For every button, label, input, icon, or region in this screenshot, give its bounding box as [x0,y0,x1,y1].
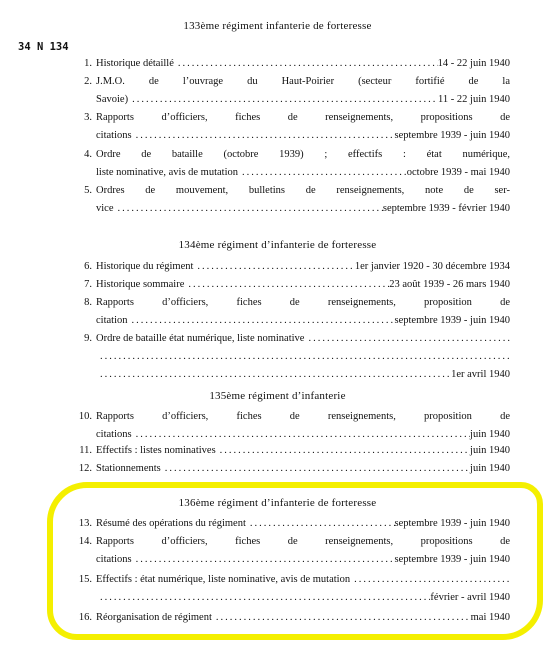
entry-text [96,146,510,182]
entry-text [96,294,510,330]
entry-text [96,460,510,478]
entry-number: 16. [78,612,92,623]
series-code: 34 N 134 [18,41,69,53]
entry-line [96,164,510,182]
entry-line [96,127,510,145]
entry-line [96,460,510,478]
entry-number: 7. [84,279,92,290]
entry-description: Effectifs : listes nominatives [96,445,216,456]
entry-text [96,442,510,460]
entry-date: septembre 1939 - février 1940 [382,203,510,214]
entry-line [96,609,510,627]
entry-line [96,589,510,607]
entry-line [96,515,510,533]
entry-number: 9. [84,333,92,344]
entry-number: 1. [84,58,92,69]
entry-description: citations [96,429,132,440]
entry-line: Rapports d’officiers, fiches de renseignements, proposition de [96,411,510,422]
entry-date: 23 août 1939 - 26 mars 1940 [389,279,510,290]
entry-date: juin 1940 [470,463,510,474]
entry-description: citations [96,130,132,141]
entry-line [96,200,510,218]
leader-dots [304,330,510,348]
entry-number: 10. [78,411,92,422]
leader-dots [96,589,430,607]
leader-dots [193,258,354,276]
entry-text [96,109,510,145]
entry-number: 11. [79,445,92,456]
entry-date: septembre 1939 - juin 1940 [394,315,510,326]
leader-dots [132,127,395,145]
entry-text [96,515,510,533]
leader-dots [174,55,438,73]
entry-line: Rapports d’officiers, fiches de renseignements, propositions de [96,112,510,123]
entry-number: 3. [84,112,92,123]
entry-number: 15. [78,574,92,585]
entry-description: Effectifs : état numérique, liste nominative, avis de mutation [96,574,351,585]
section-title: 135ème régiment d’infanterie [209,390,346,402]
entry-description: Historique détaillé [96,58,174,69]
entry-number: 14. [78,536,92,547]
entry-line [96,312,510,330]
entry-description: Résumé des opérations du régiment [96,518,246,529]
entry-line: Rapports d’officiers, fiches de renseignements, proposition de [96,297,510,308]
entry-line [96,276,510,294]
entry-line [96,442,510,460]
entry-description: citations [96,554,132,565]
entry-text [96,73,510,109]
entry-line: Rapports d’officiers, fiches de renseignements, propositions de [96,536,510,547]
leader-dots [96,366,451,384]
entry-date: février - avril 1940 [430,592,510,603]
entry-date: 11 - 22 juin 1940 [438,94,510,105]
entry-number: 4. [84,149,92,160]
entry-line: Ordre de bataille (octobre 1939) ; effectifs : état numérique, [96,149,510,160]
entry-text [96,408,510,444]
leader-dots [96,348,510,366]
leader-dots [161,460,470,478]
entry-date: mai 1940 [470,612,510,623]
leader-dots [212,609,471,627]
entry-number: 2. [84,76,92,87]
entry-date: octobre 1939 - mai 1940 [406,167,510,178]
entry-text [96,276,510,294]
entry-description: Savoie) [96,94,129,105]
entry-line [96,91,510,109]
entry-text [96,330,510,384]
entry-text [96,571,510,607]
entry-text [96,55,510,73]
entry-description: Ordre de bataille état numérique, liste nominative [96,333,305,344]
entry-date: septembre 1939 - juin 1940 [394,518,510,529]
entry-line: J.M.O. de l’ouvrage du Haut-Poirier (secteur fortifié de la [96,76,510,87]
entry-number: 8. [84,297,92,308]
leader-dots [128,312,395,330]
entry-line [96,258,510,276]
entry-description: liste nominative, avis de mutation [96,167,239,178]
entry-line [96,348,510,366]
entry-description: vice [96,203,114,214]
leader-dots [184,276,389,294]
section-title: 133ème régiment infanterie de forteresse [183,20,372,32]
entry-date: 1er janvier 1920 - 30 décembre 1934 [354,261,510,272]
entry-line: Ordres de mouvement, bulletins de renseignements, note de ser- [96,185,510,196]
entry-text [96,533,510,569]
entry-date: septembre 1939 - juin 1940 [394,554,510,565]
leader-dots [132,551,395,569]
leader-dots [216,442,470,460]
entry-line [96,330,510,348]
leader-dots [238,164,407,182]
entry-text [96,258,510,276]
entry-line [96,571,510,589]
leader-dots [350,571,510,589]
entry-description: Historique du régiment [96,261,194,272]
entry-line [96,55,510,73]
leader-dots [246,515,395,533]
section-title: 136ème régiment d’infanterie de forteresse [178,497,377,509]
entry-text [96,609,510,627]
entry-date: 1er avril 1940 [451,369,510,380]
entry-number: 13. [78,518,92,529]
entry-date: juin 1940 [470,445,510,456]
entry-description: Stationnements [96,463,161,474]
entry-text [96,182,510,218]
leader-dots [128,91,438,109]
entry-date: juin 1940 [470,429,510,440]
entry-description: Réorganisation de régiment [96,612,212,623]
entry-number: 12. [78,463,92,474]
entry-date: 14 - 22 juin 1940 [437,58,510,69]
section-title: 134ème régiment d’infanterie de forteresse [178,239,377,251]
entry-number: 6. [84,261,92,272]
entry-line [96,366,510,384]
entry-description: citation [96,315,128,326]
leader-dots [114,200,383,218]
entry-number: 5. [84,185,92,196]
entry-date: septembre 1939 - juin 1940 [394,130,510,141]
entry-line [96,551,510,569]
entry-description: Historique sommaire [96,279,185,290]
